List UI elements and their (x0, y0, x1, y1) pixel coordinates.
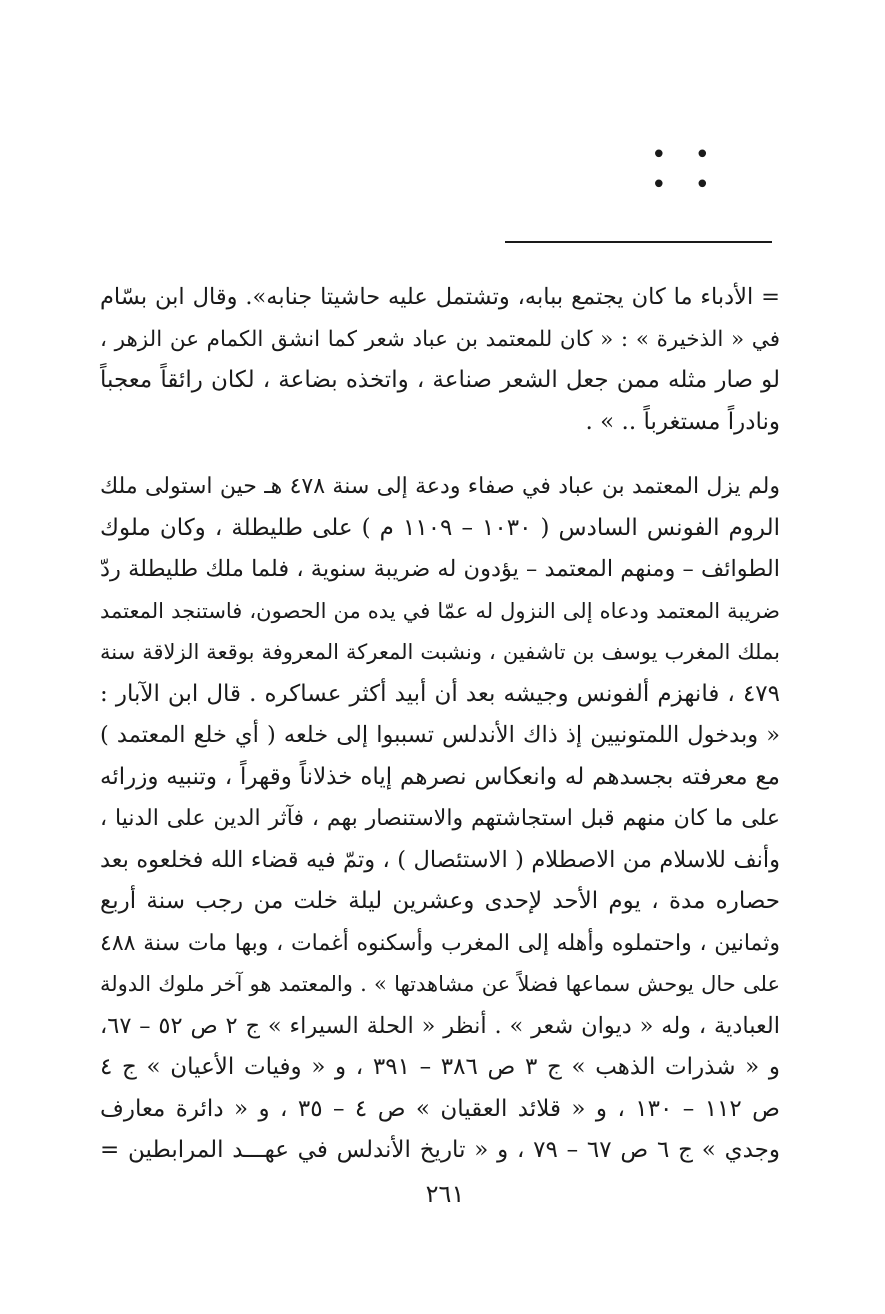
paragraph-line: و « شذرات الذهب » ج ٣ ص ٣٨٦ – ٣٩١ ، و « وفيات الأعيان » ج ٤ (100, 1054, 781, 1080)
paragraph-line: حصاره مدة ، يوم الأحد لإحدى وعشرين ليلة خلت من رجب سنة أربع (100, 888, 780, 914)
paragraph-line: وثمانين ، واحتملوه وأهله إلى المغرب وأسكنوه أغمات ، وبها مات سنة ٤٨٨ (100, 930, 780, 956)
main-paragraph (100, 466, 780, 1172)
section-dots: • • • • (651, 140, 720, 200)
footnote-line: = الأدباء ما كان يجتمع ببابه، وتشتمل عليه حاشيتا جنابه». وقال ابن بسّام (100, 284, 780, 310)
page-number: ٢٦١ (425, 1180, 465, 1208)
paragraph-line: ولم يزل المعتمد بن عباد في صفاء ودعة إلى سنة ٤٧٨ هـ حين استولى ملك (100, 474, 780, 499)
paragraph-line: بملك المغرب يوسف بن تاشفين ، ونشبت المعركة المعروفة بوقعة الزلاقة سنة (100, 640, 780, 664)
footnote-line: في « الذخيرة » : « كان للمعتمد بن عباد شعر كما انشق الكمام عن الزهر ، (100, 326, 780, 352)
paragraph-line: على حال يوحش سماعها فضلاً عن مشاهدتها » . والمعتمد هو آخر ملوك الدولة (100, 972, 780, 996)
footnote-line: ونادراً مستغرباً .. » . (585, 408, 780, 435)
footnote-continuation (100, 277, 780, 443)
footnote-separator-rule (505, 241, 772, 243)
paragraph-line: ضريبة المعتمد ودعاه إلى النزول له عمّا في يده من الحصون، فاستنجد المعتمد (100, 598, 780, 623)
paragraph-line: على ما كان منهم قبل استجاشتهم والاستنصار بهم ، فآثر الدين على الدنيا ، (100, 806, 780, 831)
paragraph-line: الروم الفونس السادس ( ١٠٣٠ – ١١٠٩ م ) على طليطلة ، وكان ملوك (100, 514, 780, 541)
paragraph-line: « وبدخول اللمتونيين إذ ذاك الأندلس تسببوا إلى خلعه ( أي خلع المعتمد ) (100, 722, 780, 748)
paragraph-line: وأنف للاسلام من الاصطلام ( الاستئصال ) ، وتمّ فيه قضاء الله فخلعوه بعد (100, 846, 780, 873)
paragraph-line: وجدي » ج ٦ ص ٦٧ – ٧٩ ، و « تاريخ الأندلس في عهـــد المرابطين = (100, 1137, 780, 1163)
paragraph-line: ص ١١٢ – ١٣٠ ، و « قلائد العقيان » ص ٤ – ٣٥ ، و « دائرة معارف (100, 1095, 780, 1122)
paragraph-line: العبادية ، وله « ديوان شعر » . أنظر « الحلة السيراء » ج ٢ ص ٥٢ – ٦٧، (100, 1012, 780, 1039)
paragraph-line: مع معرفته بجسدهم له وانعكاس نصرهم إياه خذلاناً وقهراً ، وتنبيه وزرائه (100, 763, 780, 790)
footnote-line: لو صار مثله ممن جعل الشعر صناعة ، واتخذه بضاعة ، لكان رائقاً معجباً (100, 367, 780, 393)
paragraph-line: ٤٧٩ ، فانهزم ألفونس وجيشه بعد أن أبيد أكثر عساكره . قال ابن الآبار : (100, 680, 780, 707)
paragraph-line: الطوائف – ومنهم المعتمد – يؤدون له ضريبة سنوية ، فلما ملك طليطلة ردّ (100, 556, 780, 582)
